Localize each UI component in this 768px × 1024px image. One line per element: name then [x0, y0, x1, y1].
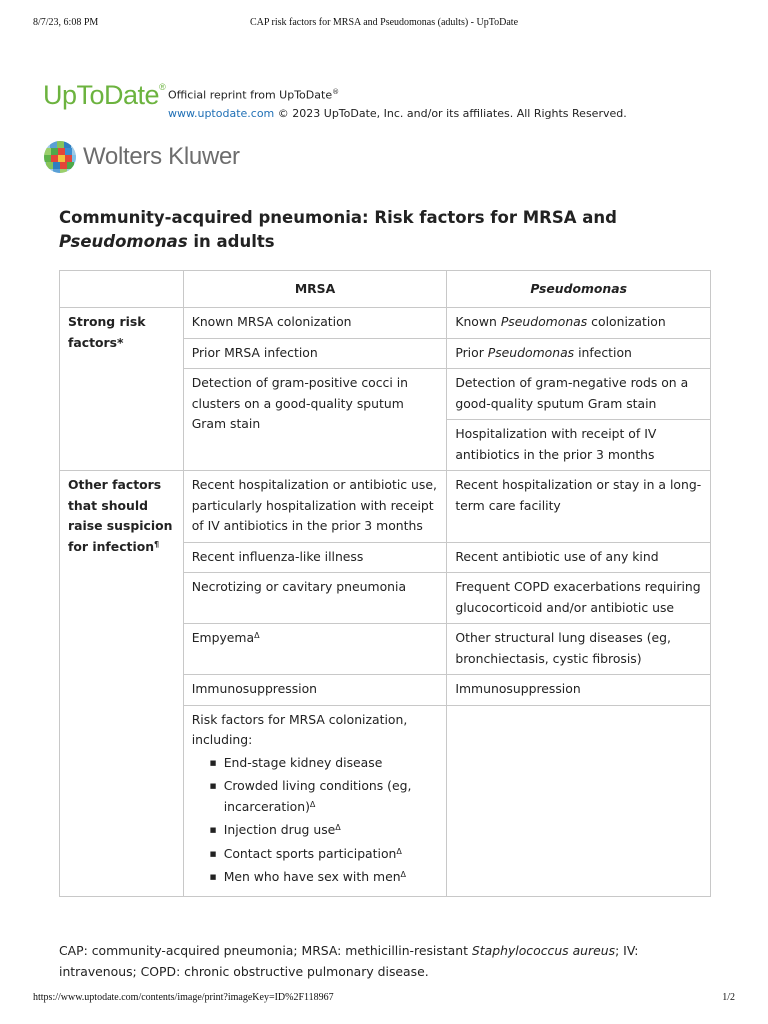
colonization-risk-list — [192, 753, 439, 888]
table-row — [60, 471, 711, 543]
table-cell: Recent hospitalization or antibiotic use, particularly hospitalization with receipt of IV antibiotics in the prior 3 months — [183, 471, 447, 543]
list-item: ■ Crowded living conditions (eg, incarceration)$^\Delta$ — [210, 776, 439, 817]
uptodate-link[interactable]: www.uptodate.com — [168, 106, 275, 120]
reprint-registered-mark: ® — [332, 88, 340, 96]
table-cell: Known Pseudomonas colonization — [447, 308, 711, 339]
list-item: ■ Men who have sex with men$^\Delta$ — [210, 867, 439, 888]
reprint-line: Official reprint from UpToDate — [168, 88, 333, 102]
table-cell: Prior Pseudomonas infection — [447, 338, 711, 369]
print-datetime: 8/7/23, 6:08 PM — [33, 17, 99, 28]
uptodate-logo[interactable] — [43, 80, 165, 111]
table-cell: Recent influenza-like illness — [183, 542, 447, 573]
reprint-notice — [168, 83, 627, 123]
table-cell: Immunosuppression — [183, 675, 447, 706]
table-cell: Recent antibiotic use of any kind — [447, 542, 711, 573]
table-cell-empty — [447, 705, 711, 896]
table-cell: Prior MRSA infection — [183, 338, 447, 369]
header-mrsa: MRSA — [183, 271, 447, 308]
print-url: https://www.uptodate.com/contents/image/print?imageKey=ID%2F118967 — [33, 992, 334, 1003]
table-cell: Immunosuppression — [447, 675, 711, 706]
table-header-row — [60, 271, 711, 308]
table-cell: Known MRSA colonization — [183, 308, 447, 339]
page-title — [59, 206, 719, 254]
header-pseudomonas: Pseudomonas — [447, 271, 711, 308]
strong-risk-factors-label: Strong risk factors* — [60, 308, 184, 471]
wolters-kluwer-logo[interactable] — [43, 140, 240, 174]
table-cell: Empyema$^\Delta$ — [183, 624, 447, 675]
header-empty-cell — [60, 271, 184, 308]
print-page-title: CAP risk factors for MRSA and Pseudomonas (adults) - UpToDate — [249, 17, 519, 28]
logo-text: UpToDate — [43, 80, 160, 110]
wolters-kluwer-wordmark: Wolters Kluwer — [83, 143, 240, 170]
abbreviations-footnote: CAP: community-acquired pneumonia; MRSA: methicillin-resistant Staphylococcus aureus; IV: intravenous; COPD: chronic obstructive pulmonary disease. — [59, 943, 639, 979]
table-cell: Hospitalization with receipt of IV antibiotics in the prior 3 months — [447, 420, 711, 471]
print-page-number: 1/2 — [722, 992, 735, 1003]
table-cell: Frequent COPD exacerbations requiring glucocorticoid and/or antibiotic use — [447, 573, 711, 624]
table-cell: Detection of gram-positive cocci in clusters on a good-quality sputum Gram stain — [183, 369, 447, 471]
other-factors-label: Other factors that should raise suspicion for infection¶ — [60, 471, 184, 897]
table-cell: Detection of gram-negative rods on a good-quality sputum Gram stain — [447, 369, 711, 420]
colonization-intro: Risk factors for MRSA colonization, including: — [191, 711, 408, 747]
list-item: ■ End-stage kidney disease — [210, 753, 439, 774]
title-italic: Pseudomonas — [59, 232, 188, 251]
list-item: ■ Contact sports participation$^\Delta$ — [210, 844, 439, 865]
table-cell: Other structural lung diseases (eg, bronchiectasis, cystic fibrosis) — [447, 624, 711, 675]
wolters-kluwer-mosaic-icon — [43, 140, 77, 174]
title-text-2: in adults — [187, 232, 275, 251]
table-row — [60, 308, 711, 339]
risk-factors-table — [59, 270, 711, 897]
table-cell: Necrotizing or cavitary pneumonia — [183, 573, 447, 624]
copyright-text: © 2023 UpToDate, Inc. and/or its affiliates. All Rights Reserved. — [274, 106, 627, 120]
title-text-1: Community-acquired pneumonia: Risk factors for MRSA and — [59, 208, 617, 227]
table-cell: Recent hospitalization or stay in a long-term care facility — [447, 471, 711, 543]
logo-registered-mark: ® — [159, 82, 166, 92]
list-item: ■ Injection drug use$^\Delta$ — [210, 820, 439, 841]
table-cell — [183, 705, 447, 896]
